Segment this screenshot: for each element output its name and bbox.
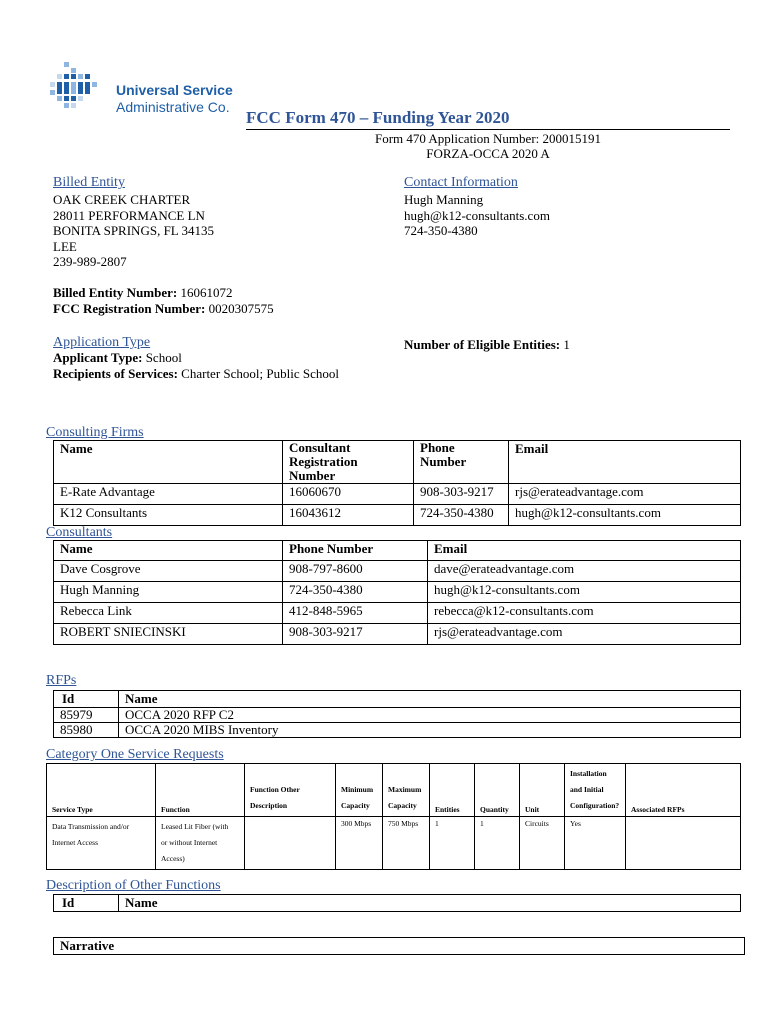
column-header: Function: [156, 764, 245, 817]
application-type-details: [53, 350, 339, 381]
rfp-name: OCCA 2020 MIBS Inventory: [119, 723, 741, 738]
column-header: Name: [54, 541, 283, 561]
column-header: Associated RFPs: [626, 764, 741, 817]
table-row: [54, 505, 741, 526]
title-rule: [246, 129, 730, 130]
table-header-row: [54, 691, 741, 708]
column-header: Name: [119, 691, 741, 708]
table-row: [47, 817, 741, 870]
column-header: Id: [54, 895, 119, 912]
table-row: [54, 624, 741, 645]
firm-phone: 908-303-9217: [414, 484, 509, 505]
maximum-capacity: 750 Mbps: [383, 817, 430, 870]
billed-entity-line: 28011 PERFORMANCE LN: [53, 207, 205, 223]
consulting-firms-heading: Consulting Firms: [46, 425, 144, 440]
column-header: Maximum Capacity: [383, 764, 430, 817]
service-type: Data Transmission and/or Internet Access: [47, 817, 156, 870]
contact-info: [404, 192, 550, 239]
column-header: Unit: [520, 764, 565, 817]
usac-logo: [50, 60, 235, 120]
consultant-name: Hugh Manning: [54, 582, 283, 603]
eligible-entities: [404, 337, 570, 353]
logo-line-2: Administrative Co.: [116, 99, 230, 115]
applicant-type-label: Applicant Type:: [53, 350, 143, 365]
billed-entity-numbers: [53, 285, 274, 316]
table-row: [54, 708, 741, 723]
consultant-email: dave@erateadvantage.com: [428, 561, 741, 582]
column-header: Minimum Capacity: [336, 764, 383, 817]
billed-entity-line: OAK CREEK CHARTER: [53, 192, 191, 207]
application-type-heading: Application Type: [53, 335, 151, 350]
column-header: Consultant Registration Number: [283, 441, 414, 484]
fcc-registration-number: 0020307575: [208, 300, 274, 316]
narrative-box: [53, 937, 745, 955]
table-row: [54, 561, 741, 582]
column-header: Email: [509, 441, 741, 484]
billed-entity-heading: Billed Entity: [53, 175, 125, 190]
table-header-row: [47, 764, 741, 817]
column-header: Phone Number: [414, 441, 509, 484]
application-number: Form 470 Application Number: 200015191: [374, 131, 602, 146]
category-one-heading: Category One Service Requests: [46, 747, 224, 762]
firm-registration: 16043612: [283, 505, 414, 526]
other-functions-table: [53, 894, 741, 912]
billed-entity-number: 16061072: [180, 285, 233, 300]
table-row: [54, 723, 741, 738]
column-header: Phone Number: [283, 541, 428, 561]
table-row: [54, 484, 741, 505]
consultant-name: Dave Cosgrove: [54, 561, 283, 582]
firm-name: E-Rate Advantage: [54, 484, 283, 505]
function-other-description: [245, 817, 336, 870]
other-functions-heading: Description of Other Functions: [46, 878, 221, 893]
applicant-type-value: School: [145, 350, 182, 365]
consultant-phone: 908-303-9217: [283, 624, 428, 645]
contact-name: Hugh Manning: [404, 192, 484, 207]
consultant-email: rebecca@k12-consultants.com: [428, 603, 741, 624]
narrative-label: Narrative: [60, 938, 115, 953]
firm-email: hugh@k12-consultants.com: [509, 505, 741, 526]
billed-entity-address: [53, 192, 214, 270]
consultant-phone: 724-350-4380: [283, 582, 428, 603]
column-header: Name: [54, 441, 283, 484]
consultants-table: [53, 540, 741, 645]
table-header-row: [54, 895, 741, 912]
unit: Circuits: [520, 817, 565, 870]
eligible-entities-value: 1: [563, 337, 570, 352]
table-row: [54, 603, 741, 624]
eligible-entities-label: Number of Eligible Entities:: [404, 337, 561, 352]
contact-heading: Contact Information: [404, 175, 518, 190]
column-header: Entities: [430, 764, 475, 817]
column-header: Id: [54, 691, 119, 708]
application-name: FORZA-OCCA 2020 A: [426, 146, 550, 161]
firm-phone: 724-350-4380: [414, 505, 509, 526]
rfp-id: 85980: [54, 723, 119, 738]
consultant-email: rjs@erateadvantage.com: [428, 624, 741, 645]
consultant-phone: 412-848-5965: [283, 603, 428, 624]
rfps-table: [53, 690, 741, 738]
table-header-row: [54, 441, 741, 484]
column-header: Installation and Initial Configuration?: [565, 764, 626, 817]
consultants-heading: Consultants: [46, 525, 113, 540]
page-title: FCC Form 470 – Funding Year 2020: [246, 108, 510, 127]
column-header: Service Type: [47, 764, 156, 817]
usac-logo-mark-icon: [50, 60, 112, 120]
quantity: 1: [475, 817, 520, 870]
recipients-value: Charter School; Public School: [181, 365, 339, 381]
installation: Yes: [565, 817, 626, 870]
billed-entity-line: LEE: [53, 238, 77, 254]
column-header: Email: [428, 541, 741, 561]
firm-name: K12 Consultants: [54, 505, 283, 526]
column-header: Quantity: [475, 764, 520, 817]
billed-entity-line: BONITA SPRINGS, FL 34135: [53, 223, 215, 238]
billed-entity-line: 239-989-2807: [53, 254, 127, 269]
column-header: Function Other Description: [245, 764, 336, 817]
column-header: Name: [119, 895, 741, 912]
table-header-row: [54, 541, 741, 561]
rfps-heading: RFPs: [46, 673, 77, 688]
recipients-label: Recipients of Services:: [53, 365, 178, 381]
consulting-firms-table: [53, 440, 741, 526]
consultant-email: hugh@k12-consultants.com: [428, 582, 741, 603]
consultant-name: ROBERT SNIECINSKI: [54, 624, 283, 645]
consultant-name: Rebecca Link: [54, 603, 283, 624]
fcc-registration-label: FCC Registration Number:: [53, 300, 206, 316]
rfp-name: OCCA 2020 RFP C2: [119, 708, 741, 723]
minimum-capacity: 300 Mbps: [336, 817, 383, 870]
billed-entity-number-label: Billed Entity Number:: [53, 285, 178, 300]
firm-email: rjs@erateadvantage.com: [509, 484, 741, 505]
logo-line-1: Universal Service: [116, 82, 233, 98]
function: Leased Lit Fiber (with or without Internet Access): [156, 817, 245, 870]
table-row: [54, 582, 741, 603]
consultant-phone: 908-797-8600: [283, 561, 428, 582]
category-one-table: [46, 763, 741, 870]
entities: 1: [430, 817, 475, 870]
contact-email: hugh@k12-consultants.com: [404, 207, 550, 223]
associated-rfps: [626, 817, 741, 870]
firm-registration: 16060670: [283, 484, 414, 505]
rfp-id: 85979: [54, 708, 119, 723]
contact-phone: 724-350-4380: [404, 223, 478, 238]
